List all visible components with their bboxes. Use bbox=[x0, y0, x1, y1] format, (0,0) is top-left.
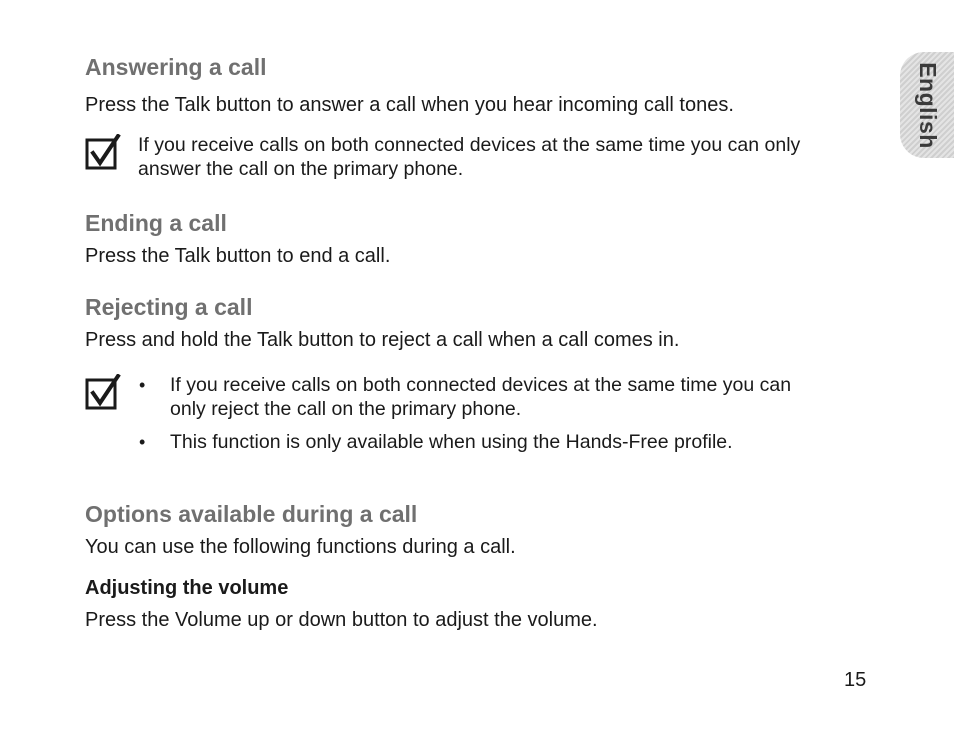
rejecting-note-2-line-1: This function is only available when using the Hands-Free profile. bbox=[170, 431, 733, 453]
rejecting-body: Press and hold the Talk button to reject a call when a call comes in. bbox=[85, 329, 680, 351]
answering-note-line-1: If you receive calls on both connected devices at the same time you can only bbox=[138, 134, 801, 156]
language-tab-label-wrap bbox=[900, 52, 954, 158]
answering-note-line-2: answer the call on the primary phone. bbox=[138, 158, 464, 180]
note-bullet: • bbox=[139, 375, 146, 395]
subheading-adjusting-volume: Adjusting the volume bbox=[85, 577, 289, 599]
heading-options-during-call: Options available during a call bbox=[85, 501, 418, 527]
options-body: You can use the following functions during a call. bbox=[85, 536, 516, 558]
heading-rejecting-a-call: Rejecting a call bbox=[85, 294, 253, 320]
heading-ending-a-call: Ending a call bbox=[85, 210, 227, 236]
rejecting-note-1-line-2: only reject the call on the primary phone. bbox=[170, 398, 522, 420]
note-bullet: • bbox=[139, 432, 146, 452]
checkbox-check-icon bbox=[85, 374, 121, 412]
adjusting-volume-body: Press the Volume up or down button to adjust the volume. bbox=[85, 609, 598, 631]
page-number: 15 bbox=[844, 669, 867, 691]
checkbox-check-icon bbox=[85, 134, 121, 172]
language-tab-label: English bbox=[914, 61, 941, 149]
rejecting-note-1-line-1: If you receive calls on both connected devices at the same time you can bbox=[170, 374, 792, 396]
language-tab bbox=[900, 52, 954, 158]
answering-body: Press the Talk button to answer a call when you hear incoming call tones. bbox=[85, 94, 734, 116]
heading-answering-a-call: Answering a call bbox=[85, 54, 267, 80]
ending-body: Press the Talk button to end a call. bbox=[85, 245, 391, 267]
